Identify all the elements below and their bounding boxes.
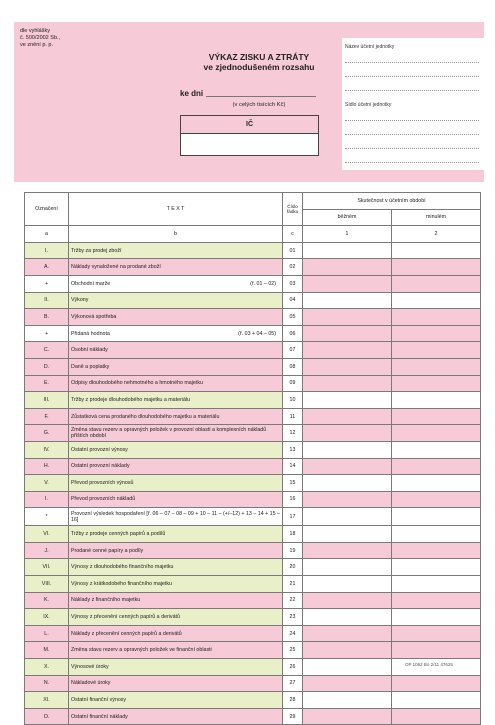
row-number: 29 [283,708,303,725]
row-number: 12 [283,425,303,442]
value-current-period[interactable] [303,625,392,642]
row-number: 19 [283,542,303,559]
row-text-label: Tržby z prodeje cenných papírů a podílů [71,531,166,538]
row-formula: (ř. 03 + 04 – 05) [238,330,276,337]
row-number: 21 [283,576,303,593]
value-current-period[interactable] [303,508,392,526]
entity-seat-line-3[interactable] [345,148,479,149]
value-current-period[interactable] [303,425,392,442]
table-row [25,375,481,392]
value-previous-period[interactable] [392,458,481,475]
ic-box [180,115,319,156]
row-text [69,708,283,725]
table-row [25,625,481,642]
row-text [69,491,283,508]
value-previous-period[interactable] [392,342,481,359]
table-row [25,708,481,725]
value-current-period[interactable] [303,542,392,559]
row-text-label: Převod provozních nákladů [71,496,136,503]
table-row [25,358,481,375]
row-oznaceni: VII. [25,559,69,576]
entity-seat-line-2[interactable] [345,134,479,135]
value-previous-period[interactable] [392,625,481,642]
row-text [69,692,283,709]
row-text [69,358,283,375]
table-row [25,526,481,543]
row-oznaceni: * [25,508,69,526]
row-text-label: Daně a poplatky [71,363,110,370]
units-note: (v celých tisících Kč) [232,102,286,108]
row-oznaceni: I. [25,242,69,259]
value-current-period[interactable] [303,441,392,458]
value-current-period[interactable] [303,375,392,392]
row-text [69,408,283,425]
value-current-period[interactable] [303,692,392,709]
header-minulem: minulém [392,209,481,226]
row-number: 14 [283,458,303,475]
value-current-period[interactable] [303,259,392,276]
value-previous-period[interactable] [392,642,481,659]
value-previous-period[interactable] [392,375,481,392]
value-current-period[interactable] [303,592,392,609]
row-number: 26 [283,659,303,676]
row-number: 18 [283,526,303,543]
entity-seat-line-4[interactable] [345,162,479,163]
ke-dni-field[interactable] [206,96,316,97]
table-row [25,675,481,692]
row-text [69,242,283,259]
value-previous-period[interactable] [392,508,481,526]
value-current-period[interactable] [303,675,392,692]
row-number: 16 [283,491,303,508]
row-text-label: Osobní náklady [71,347,108,354]
table-row [25,559,481,576]
value-current-period[interactable] [303,342,392,359]
value-previous-period[interactable] [392,592,481,609]
value-previous-period[interactable] [392,292,481,309]
row-oznaceni: + [25,275,69,292]
row-number: 24 [283,625,303,642]
row-text-label: Výkony [71,297,89,304]
entity-name-label: Název účetní jednotky [345,44,395,50]
entity-name-line-2[interactable] [345,76,479,77]
row-text-label: Převod provozních výnosů [71,479,134,486]
row-oznaceni: M. [25,642,69,659]
entity-seat-line-1[interactable] [345,120,479,121]
row-number: 17 [283,508,303,526]
value-current-period[interactable] [303,325,392,342]
row-text-label: Ostatní finanční výnosy [71,697,127,704]
row-text-label: Výnosy z dlouhodobého finančního majetku [71,564,174,571]
row-number: 13 [283,441,303,458]
row-number: 01 [283,242,303,259]
table-row [25,408,481,425]
row-number: 04 [283,292,303,309]
row-number: 06 [283,325,303,342]
entity-panel [342,38,484,170]
subheader-a: a [25,226,69,243]
row-text [69,609,283,626]
row-number: 05 [283,309,303,326]
header-text: T E X T [69,193,283,226]
row-oznaceni: XI. [25,692,69,709]
row-text-label: Nákladové úroky [71,680,111,687]
value-previous-period[interactable] [392,708,481,725]
row-oznaceni: F. [25,408,69,425]
table-row [25,392,481,409]
row-oznaceni: H. [25,458,69,475]
row-number: 02 [283,259,303,276]
table-row [25,609,481,626]
row-oznaceni: J. [25,542,69,559]
row-text [69,392,283,409]
profit-loss-table [24,192,481,725]
row-number: 10 [283,392,303,409]
form-title [164,52,354,72]
value-previous-period[interactable] [392,325,481,342]
table-row [25,475,481,492]
value-previous-period[interactable] [392,425,481,442]
table-row [25,309,481,326]
ke-dni-label: ke dni [180,89,204,98]
value-previous-period[interactable] [392,441,481,458]
row-text [69,325,283,342]
value-current-period[interactable] [303,659,392,676]
row-oznaceni: N. [25,675,69,692]
table-row [25,441,481,458]
table-row [25,325,481,342]
value-current-period[interactable] [303,642,392,659]
value-current-period[interactable] [303,392,392,409]
table-row [25,491,481,508]
value-previous-period[interactable] [392,609,481,626]
row-text-label: Ostatní finanční náklady [71,713,128,720]
value-previous-period[interactable] [392,692,481,709]
row-text-label: Výnosové úroky [71,663,109,670]
table-row [25,425,481,442]
row-number: 15 [283,475,303,492]
row-text [69,309,283,326]
header-skutecnost: Skutečnost v účetním období [303,193,481,210]
row-text-label: Ostatní provozní náklady [71,463,130,470]
value-previous-period[interactable] [392,275,481,292]
value-previous-period[interactable] [392,542,481,559]
row-text [69,592,283,609]
row-text [69,625,283,642]
row-text-label: Náklady vynaložené na prodané zboží [71,264,161,271]
row-oznaceni: D. [25,358,69,375]
value-current-period[interactable] [303,408,392,425]
row-text-label: Výkonová spotřeba [71,313,117,320]
row-oznaceni: K. [25,592,69,609]
row-formula: (ř. 01 – 02) [250,280,276,287]
row-number: 25 [283,642,303,659]
subheader-b: b [69,226,283,243]
form-title-line2: ve zjednodušeném rozsahu [203,62,315,72]
value-current-period[interactable] [303,292,392,309]
row-text [69,292,283,309]
table-row [25,576,481,593]
row-text-label: Změna stavu rezerv a opravných položek ve finanční oblasti [71,647,212,654]
row-oznaceni: IV. [25,441,69,458]
value-current-period[interactable] [303,491,392,508]
row-text-label: Náklady z finančního majetku [71,597,141,604]
table-row [25,642,481,659]
table-row [25,275,481,292]
table-row [25,342,481,359]
row-text-label: Výnosy z krátkodobého finančního majetku [71,580,172,587]
row-text [69,559,283,576]
row-number: 09 [283,375,303,392]
row-number: 22 [283,592,303,609]
entity-seat-label: Sídlo účetní jednotky [345,102,392,108]
value-current-period[interactable] [303,708,392,725]
row-oznaceni: B. [25,309,69,326]
table-row [25,592,481,609]
row-oznaceni: I. [25,491,69,508]
row-oznaceni: C. [25,342,69,359]
value-current-period[interactable] [303,526,392,543]
value-current-period[interactable] [303,275,392,292]
value-previous-period[interactable] [392,576,481,593]
row-oznaceni: III. [25,392,69,409]
row-oznaceni: VI. [25,526,69,543]
row-number: 07 [283,342,303,359]
row-oznaceni: X. [25,659,69,676]
value-previous-period[interactable] [392,675,481,692]
row-text-label: Tržby za prodej zboží [71,247,122,254]
row-oznaceni: II. [25,292,69,309]
row-oznaceni: VIII. [25,576,69,593]
row-text [69,576,283,593]
row-oznaceni: O. [25,708,69,725]
row-text [69,375,283,392]
subheader-2: 2 [392,226,481,243]
row-text [69,659,283,676]
form-header [14,22,484,182]
table-row [25,692,481,709]
row-text [69,675,283,692]
row-text-label: Výnosy z přecenění cenných papírů a derivátů [71,614,180,621]
row-text-label: Prodané cenné papíry a podíly [71,547,144,554]
ic-field[interactable] [181,134,318,155]
row-text-label: Změna stavu rezerv a opravných položek v provozní oblasti a komplexních nákladů příštích období [71,427,267,440]
value-current-period[interactable] [303,609,392,626]
value-current-period[interactable] [303,475,392,492]
table-row [25,242,481,259]
row-number: 23 [283,609,303,626]
subheader-1: 1 [303,226,392,243]
table-row [25,508,481,526]
value-previous-period[interactable] [392,491,481,508]
row-oznaceni: A. [25,259,69,276]
row-number: 03 [283,275,303,292]
row-text-label: Tržby z prodeje dlouhodobého majetku a materiálu [71,396,191,403]
row-text [69,342,283,359]
row-number: 28 [283,692,303,709]
value-previous-period[interactable] [392,475,481,492]
row-text [69,475,283,492]
table-row [25,458,481,475]
row-text [69,425,283,442]
legal-note: dle vyhlášky č. 500/2002 Sb., ve znění p. p. [20,28,61,48]
header-oznaceni: Označení [25,193,69,226]
row-text-label: Obchodní marže [71,280,111,287]
row-text [69,508,283,526]
value-current-period[interactable] [303,576,392,593]
row-text-label: Náklady z přecenění cenných papírů a derivátů [71,630,182,637]
value-current-period[interactable] [303,559,392,576]
value-previous-period[interactable] [392,259,481,276]
row-oznaceni: V. [25,475,69,492]
value-previous-period[interactable] [392,408,481,425]
row-oznaceni: IX. [25,609,69,626]
row-oznaceni: E. [25,375,69,392]
row-number: 11 [283,408,303,425]
row-number: 27 [283,675,303,692]
value-current-period[interactable] [303,242,392,259]
row-text-label: Odpisy dlouhodobého nehmotného a hmotného majetku [71,380,203,387]
header-cislo-radku: Číslo řádku [283,193,303,226]
ic-label: IČ [181,116,318,134]
value-current-period[interactable] [303,458,392,475]
row-text [69,441,283,458]
entity-name-line-3[interactable] [345,90,479,91]
value-previous-period[interactable] [392,392,481,409]
form-code: OP 1062 Bo 2/11 47625 [405,662,453,667]
row-text [69,458,283,475]
value-previous-period[interactable] [392,526,481,543]
row-text [69,642,283,659]
table-row [25,259,481,276]
row-text [69,542,283,559]
row-text [69,275,283,292]
value-previous-period[interactable] [392,309,481,326]
value-current-period[interactable] [303,309,392,326]
row-number: 08 [283,358,303,375]
value-previous-period[interactable] [392,242,481,259]
row-text [69,526,283,543]
row-text-label: Provozní výsledek hospodaření [ř. 06 – 07 – 08 – 09 + 10 – 11 – (+/–12) + 13 – 14 + 15 – 16] [71,510,280,523]
form-title-line1: VÝKAZ ZISKU A ZTRÁTY [208,52,310,62]
subheader-c: c [283,226,303,243]
row-number: 20 [283,559,303,576]
row-oznaceni: + [25,325,69,342]
value-previous-period[interactable] [392,559,481,576]
value-previous-period[interactable] [392,358,481,375]
header-beznem: běžném [303,209,392,226]
row-text-label: Ostatní provozní výnosy [71,446,128,453]
row-text [69,259,283,276]
row-text-label: Zůstatková cena prodaného dlouhodobého majetku a materiálu [71,413,220,420]
table-row [25,292,481,309]
value-current-period[interactable] [303,358,392,375]
row-text-label: Přidaná hodnota [71,330,110,337]
entity-name-line-1[interactable] [345,62,479,63]
row-oznaceni: G. [25,425,69,442]
table-row [25,542,481,559]
row-oznaceni: L. [25,625,69,642]
